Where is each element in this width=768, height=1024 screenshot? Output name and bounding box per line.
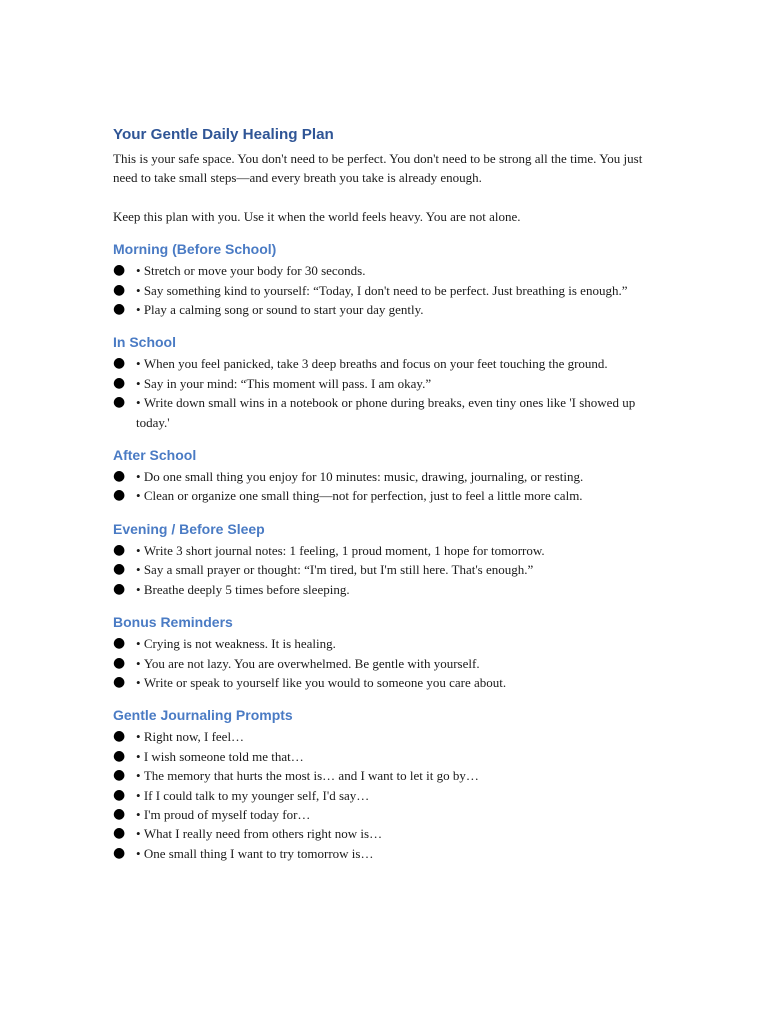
list-item [113, 824, 643, 843]
list-item [113, 281, 643, 300]
list-item-text: • Right now, I feel… [136, 729, 244, 744]
list-item [113, 654, 643, 673]
section-heading: Evening / Before Sleep [113, 520, 265, 537]
section-heading: After School [113, 447, 197, 464]
intro-paragraph: Keep this plan with you. Use it when the world feels heavy. You are not alone. [113, 208, 521, 224]
bullet-icon: ● [113, 541, 126, 558]
list-item [113, 634, 643, 653]
bullet-list [113, 541, 643, 599]
bullet-icon: ● [113, 580, 126, 597]
list-item-text: • Clean or organize one small thing—not for perfection, just to feel a little more calm. [136, 488, 583, 503]
list-item [113, 541, 643, 560]
bullet-list [113, 634, 643, 692]
bullet-icon: ● [113, 262, 126, 279]
bullet-icon: ● [113, 468, 126, 485]
list-item [113, 354, 643, 373]
list-item-text: • Write down small wins in a notebook or phone during breaks, even tiny ones like 'I showed up today.' [136, 395, 635, 429]
section-morning [113, 239, 643, 319]
section-heading: Bonus Reminders [113, 614, 233, 631]
list-item-text: • I'm proud of myself today for… [136, 807, 310, 822]
list-item-text: • What I really need from others right now is… [136, 826, 382, 841]
list-item [113, 673, 643, 692]
bullet-list [113, 261, 643, 319]
intro-paragraph: This is your safe space. You don't need to be perfect. You don't need to be strong all the time. You just need to take small steps—and every breath you take is already enough. [113, 151, 643, 186]
bullet-icon: ● [113, 747, 126, 764]
document-page [113, 124, 643, 863]
list-item [113, 747, 643, 766]
section-heading: Gentle Journaling Prompts [113, 707, 293, 724]
section-after-school [113, 445, 643, 506]
bullet-icon: ● [113, 301, 126, 318]
bullet-icon: ● [113, 281, 126, 298]
bullet-icon: ● [113, 728, 126, 745]
list-item [113, 580, 643, 599]
section-in-school [113, 332, 643, 432]
bullet-icon: ● [113, 786, 126, 803]
bullet-icon: ● [113, 805, 126, 822]
list-item-text: • Say something kind to yourself: “Today, I don't need to be perfect. Just breathing is enough.” [136, 283, 627, 298]
list-item-text: • Say in your mind: “This moment will pass. I am okay.” [136, 376, 431, 391]
list-item-text: • If I could talk to my younger self, I'd say… [136, 788, 369, 803]
bullet-list [113, 727, 643, 863]
list-item [113, 805, 643, 824]
list-item [113, 560, 643, 579]
bullet-list [113, 467, 643, 506]
list-item [113, 766, 643, 785]
list-item-text: • Crying is not weakness. It is healing. [136, 636, 336, 651]
list-item-text: • Breathe deeply 5 times before sleeping. [136, 582, 350, 597]
list-item-text: • Play a calming song or sound to start your day gently. [136, 302, 424, 317]
list-item-text: • I wish someone told me that… [136, 749, 304, 764]
bullet-icon: ● [113, 355, 126, 372]
list-item-text: • The memory that hurts the most is… and I want to let it go by… [136, 768, 479, 783]
list-item [113, 467, 643, 486]
list-item [113, 300, 643, 319]
list-item-text: • You are not lazy. You are overwhelmed. Be gentle with yourself. [136, 656, 480, 671]
bullet-icon: ● [113, 767, 126, 784]
bullet-icon: ● [113, 561, 126, 578]
bullet-icon: ● [113, 825, 126, 842]
list-item [113, 374, 643, 393]
list-item-text: • Do one small thing you enjoy for 10 minutes: music, drawing, journaling, or resting. [136, 469, 583, 484]
bullet-icon: ● [113, 374, 126, 391]
list-item-text: • When you feel panicked, take 3 deep breaths and focus on your feet touching the ground. [136, 356, 608, 371]
bullet-icon: ● [113, 844, 126, 861]
bullet-icon: ● [113, 673, 126, 690]
section-heading: Morning (Before School) [113, 241, 277, 258]
section-heading: In School [113, 334, 176, 351]
list-item [113, 393, 643, 432]
section-bonus-reminders [113, 612, 643, 692]
list-item-text: • Write or speak to yourself like you would to someone you care about. [136, 675, 506, 690]
list-item [113, 786, 643, 805]
section-evening [113, 519, 643, 599]
list-item-text: • One small thing I want to try tomorrow is… [136, 846, 373, 861]
list-item-text: • Stretch or move your body for 30 seconds. [136, 263, 366, 278]
list-item [113, 486, 643, 505]
list-item-text: • Say a small prayer or thought: “I'm tired, but I'm still here. That's enough.” [136, 562, 533, 577]
list-item-text: • Write 3 short journal notes: 1 feeling, 1 proud moment, 1 hope for tomorrow. [136, 543, 545, 558]
list-item [113, 844, 643, 863]
bullet-icon: ● [113, 654, 126, 671]
bullet-list [113, 354, 643, 432]
list-item [113, 261, 643, 280]
bullet-icon: ● [113, 487, 126, 504]
bullet-icon: ● [113, 394, 126, 411]
list-item [113, 727, 643, 746]
document-title: Your Gentle Daily Healing Plan [113, 126, 334, 143]
section-journaling-prompts [113, 705, 643, 863]
bullet-icon: ● [113, 635, 126, 652]
